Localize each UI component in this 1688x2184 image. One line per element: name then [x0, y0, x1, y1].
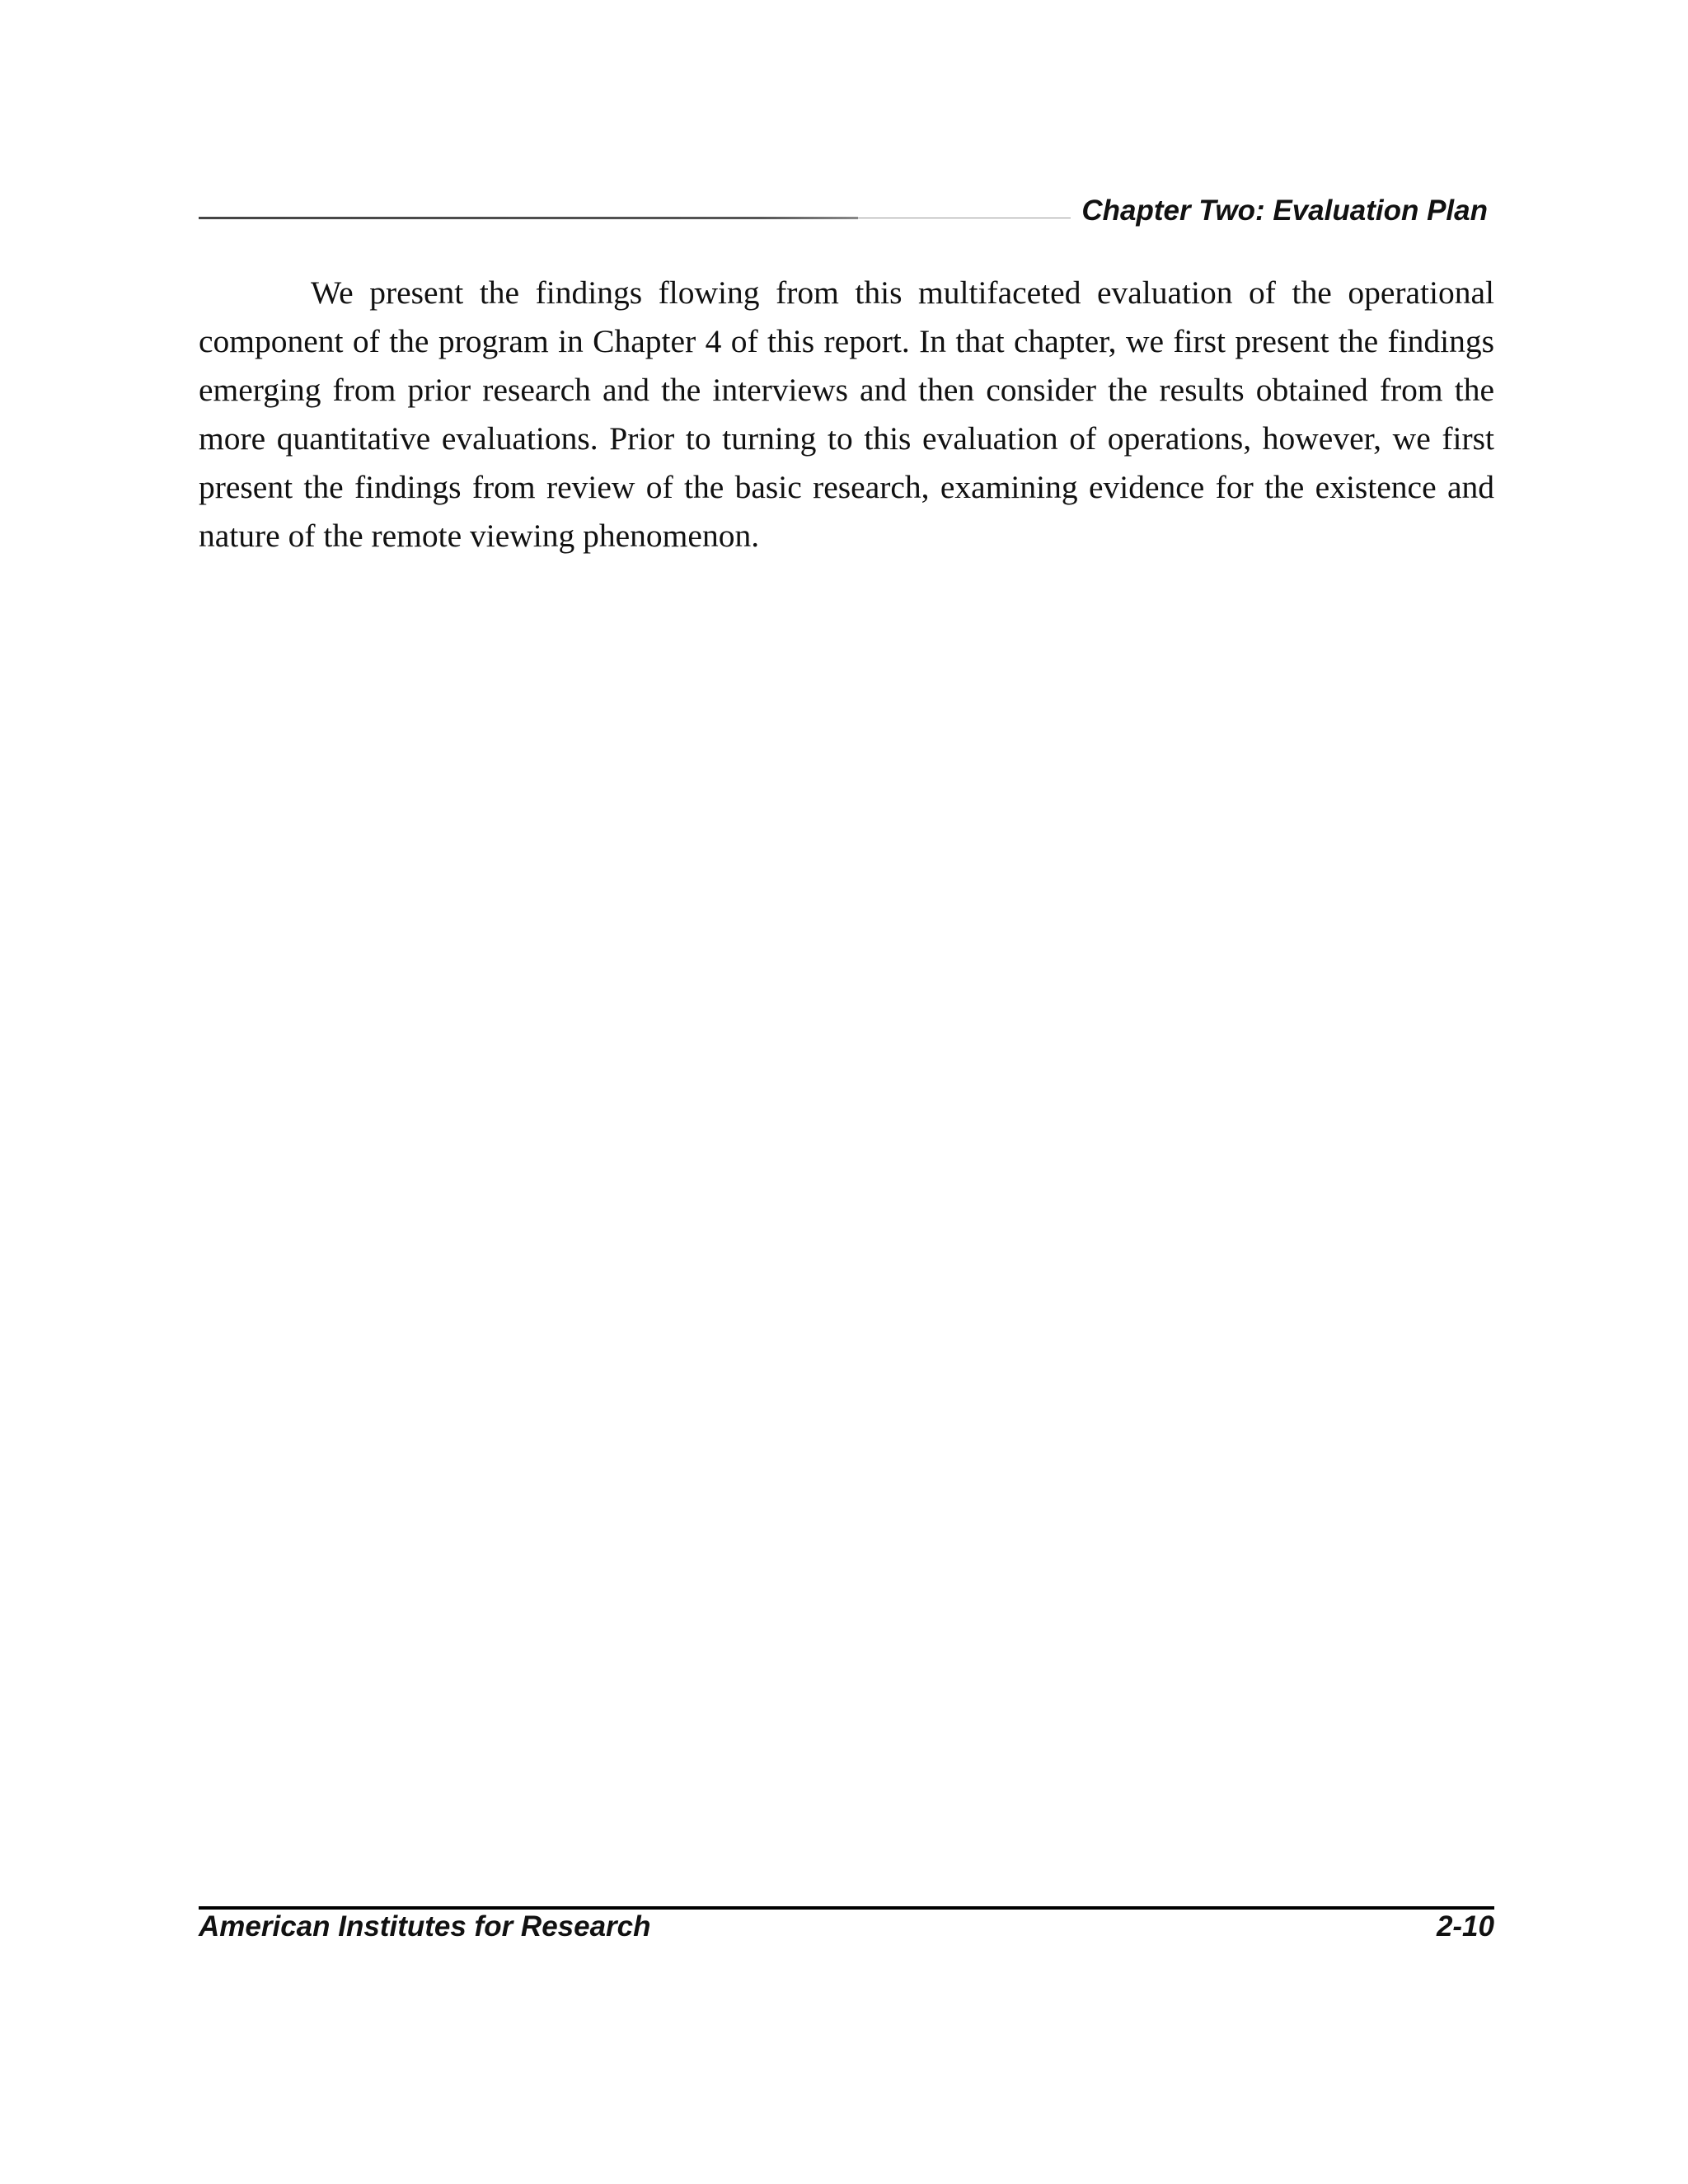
footer-page-number: 2-10: [1436, 1910, 1494, 1943]
footer-organization: American Institutes for Research: [199, 1910, 651, 1943]
footer-rule: [199, 1906, 1494, 1910]
body-paragraph: We present the findings flowing from this multifaceted evaluation of the operational component of the program in Chapter 4 of this report. In that chapter, we first present the findings emerging from prior research and the interviews and then consider the results obtained from the more quantitative evaluations. Prior to turning to this evaluation of operations, however, we first present the findings from review of the basic research, examining evidence for the existence and nature of the remote viewing phenomenon.: [199, 274, 1494, 554]
running-header-title: Chapter Two: Evaluation Plan: [1081, 194, 1488, 227]
header-rule-thick: [199, 217, 858, 219]
